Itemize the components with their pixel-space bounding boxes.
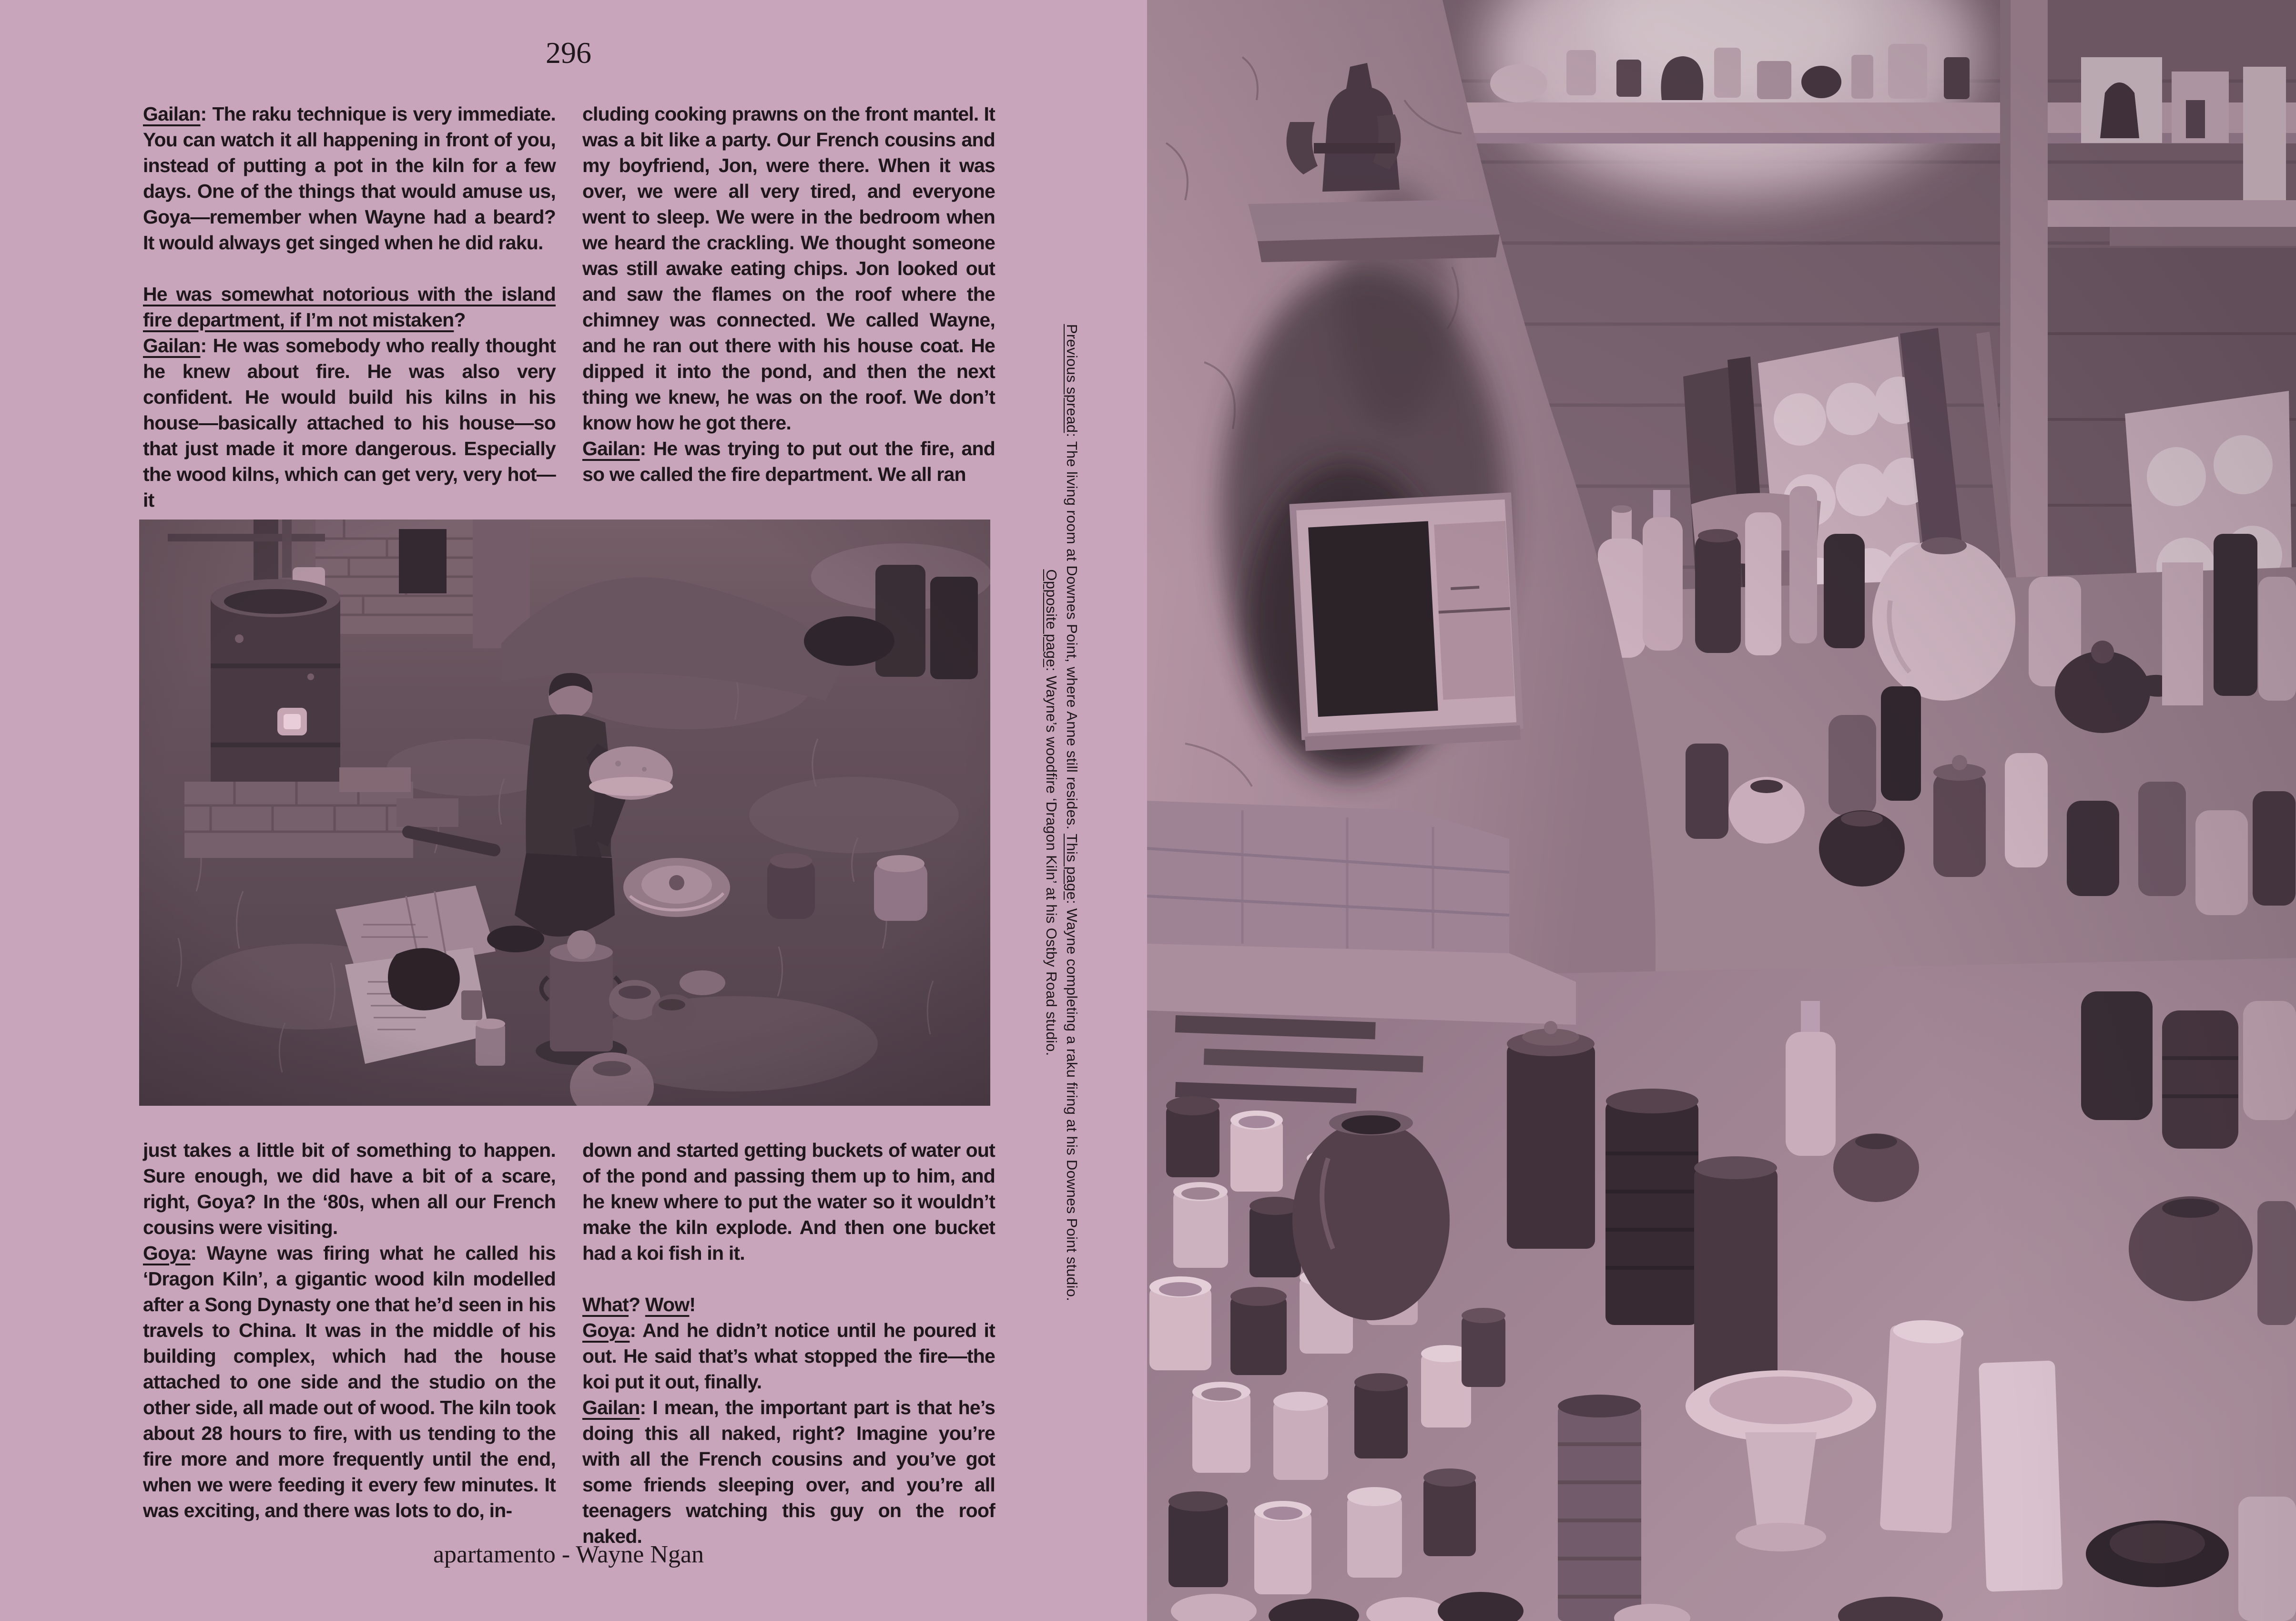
dialogue-text: down and started getting buckets of water out of the pond and passing them up to him, and he knew where to put the water so it wouldn’t make the kiln explode. And then one bucket had a koi fish in it. — [582, 1139, 995, 1264]
caption-label: This page — [1064, 834, 1080, 900]
paragraph — [143, 1240, 556, 1523]
paragraph — [143, 101, 556, 255]
column-top-left — [143, 101, 556, 513]
column-top-right — [582, 101, 995, 487]
punctuation: ? — [629, 1294, 645, 1315]
caption-text: : Wayne’s woodfire ‘Dragon Kiln’ at his Ostby Road studio. — [1043, 667, 1060, 1056]
paragraph — [582, 101, 995, 436]
raku-firing-photo — [139, 520, 990, 1106]
paragraph — [582, 1137, 995, 1266]
caption-text: : Wayne completing a raku firing at his Downes Point studio. — [1064, 899, 1080, 1302]
dialogue-text: just takes a little bit of something to happen. Sure enough, we did have a bit of a scare, right, Goya? In the ‘80s, when all our French cousins were visiting. — [143, 1139, 556, 1238]
question-text: What — [582, 1294, 629, 1315]
caption-label: Previous spread — [1064, 324, 1080, 433]
dialogue-text: : He was somebody who really thought he knew about fire. He was also very confident. He would build his kilns in his house—basically attached to his house—so that just made it more dangerous. Especially the wood kilns, which can get very, very hot—it — [143, 335, 556, 511]
speaker-name: Gailan — [582, 438, 640, 459]
question-mark: ? — [454, 309, 466, 331]
interviewer-question — [143, 281, 556, 333]
column-bottom-right — [582, 1137, 995, 1549]
column-bottom-left — [143, 1137, 556, 1523]
paragraph — [582, 436, 995, 487]
caption-label: Opposite page — [1043, 569, 1060, 667]
footer-running-title: apartamento - Wayne Ngan — [433, 1541, 704, 1568]
paragraph — [582, 1395, 995, 1549]
dialogue-text: : The raku technique is very immediate. You can watch it all happening in front of you, instead of putting a pot in the kiln for a few days. One of the things that would amuse us, Goya—remember when Wayne had a beard? It would always get singed when he did raku. — [143, 103, 556, 254]
speaker-name: Gailan — [143, 103, 201, 125]
dialogue-text: : He was trying to put out the fire, and so we called the fire department. We all ran — [582, 438, 995, 485]
question-text: Wow — [645, 1294, 690, 1315]
paragraph — [143, 333, 556, 513]
question-text: He was somewhat notorious with the island fire department, if I’m not mistaken — [143, 283, 556, 331]
vignette — [1147, 0, 2296, 1621]
paragraph — [143, 1137, 556, 1240]
left-page — [0, 0, 1147, 1621]
caption-line-1 — [1062, 265, 1082, 1361]
dialogue-text: cluding cooking prawns on the front mantel. It was a bit like a party. Our French cousins and my boyfriend, Jon, were there. When it was over, we were all very tired, and everyone went to sleep. We were in the bedroom when we heard the crackling. We thought someone was still awake eating chips. Jon looked out and saw the flames on the roof where the chimney was connected. We called Wayne, and he ran out there with his house coat. He dipped it into the pond, and then the next thing we knew, he was on the roof. We don’t know how he got there. — [582, 103, 995, 434]
punctuation: ! — [689, 1294, 696, 1315]
caption-line-2 — [1041, 265, 1062, 1361]
speaker-name: Gailan — [582, 1397, 640, 1418]
dragon-kiln-photo — [1147, 0, 2296, 1621]
speaker-name: Goya — [582, 1319, 630, 1341]
speaker-name: Goya — [143, 1242, 191, 1264]
caption-text: : The living room at Downes Point, where Anne still resides. — [1064, 433, 1080, 834]
page-number: 296 — [546, 36, 591, 70]
speaker-name: Gailan — [143, 335, 201, 357]
paragraph — [582, 1317, 995, 1395]
photo-caption-vertical — [1040, 265, 1082, 1361]
duotone-overlay — [139, 520, 990, 1106]
dialogue-text: : I mean, the important part is that he’s doing this all naked, right? Imagine you’re with all the French cousins and you’ve got some friends sleeping over, and you’re all teenagers watching this guy on the roof naked. — [582, 1397, 995, 1547]
dialogue-text: : And he didn’t notice until he poured it out. He said that’s what stopped the fire—the koi put it out, finally. — [582, 1319, 995, 1393]
interviewer-question — [582, 1292, 995, 1317]
dialogue-text: : Wayne was firing what he called his ‘Dragon Kiln’, a gigantic wood kiln modelled after a Song Dynasty one that he’d seen in his travels to China. It was in the middle of his building complex, which had the house attached to one side and the studio on the other side, all made out of wood. The kiln took about 28 hours to fire, with us tending to the fire more and more frequently until the end, when we were feeding it every few minutes. It was exciting, and there was lots to do, in- — [143, 1242, 556, 1521]
